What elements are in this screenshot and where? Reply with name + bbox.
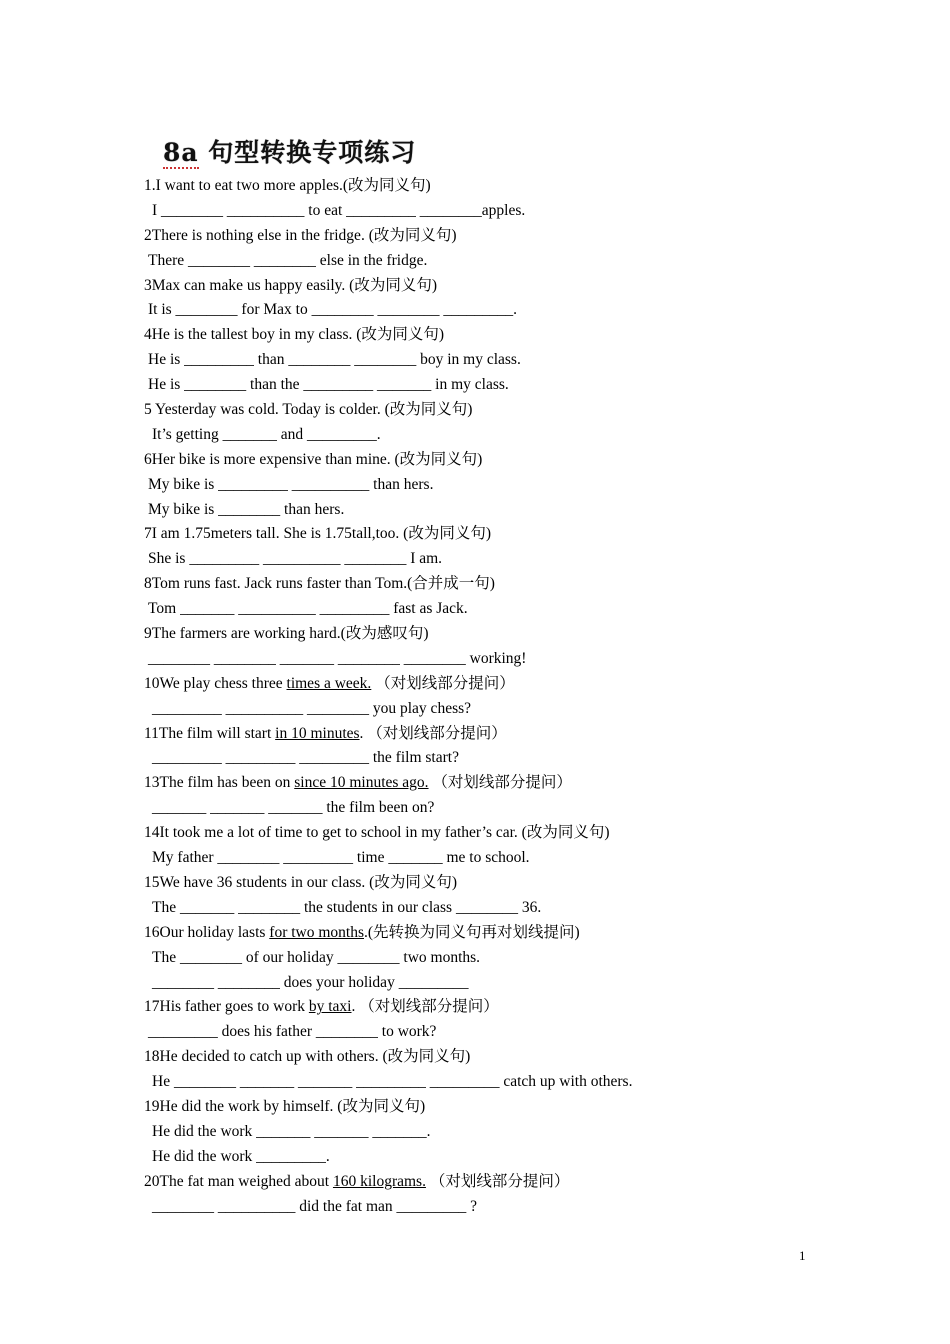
line-text: 17His father goes to work xyxy=(144,998,309,1016)
line-text: _________ _________ _________ the film start? xyxy=(152,749,459,767)
question-line xyxy=(144,174,784,199)
question-line xyxy=(144,771,784,796)
answer-line xyxy=(144,1145,784,1170)
page-title xyxy=(163,133,416,169)
question-line xyxy=(144,323,784,348)
line-text: 13The film has been on xyxy=(144,774,295,792)
line-text: _______ _______ _______ the film been on? xyxy=(152,799,435,817)
line-text: ________ ________ does your holiday _________ xyxy=(152,973,469,991)
question-line xyxy=(144,672,784,697)
question-line xyxy=(144,448,784,473)
line-text: He is _________ than ________ ________ boy in my class. xyxy=(148,351,521,369)
question-line xyxy=(144,1095,784,1120)
question-line xyxy=(144,522,784,547)
line-text: （对划线部分提问） xyxy=(371,674,515,692)
line-text: 9The farmers are working hard.(改为感叹句) xyxy=(144,625,429,643)
question-line xyxy=(144,398,784,423)
title-text: 句型转换专项练习 xyxy=(198,138,417,167)
question-line xyxy=(144,622,784,647)
underlined-phrase: in 10 minutes xyxy=(275,724,360,742)
answer-line xyxy=(144,298,784,323)
line-text: My father ________ _________ time _______ me to school. xyxy=(152,849,530,867)
question-line xyxy=(144,224,784,249)
line-text: 15We have 36 students in our class. (改为同义句) xyxy=(144,873,458,891)
line-text: Tom _______ __________ _________ fast as Jack. xyxy=(148,600,468,618)
line-text: He did the work _________. xyxy=(152,1147,330,1165)
answer-line xyxy=(144,348,784,373)
question-line xyxy=(144,722,784,747)
line-text: 2There is nothing else in the fridge. (改为同义句) xyxy=(144,226,457,244)
answer-line xyxy=(144,373,784,398)
line-text: 8Tom runs fast. Jack runs faster than Tom.(合并成一句) xyxy=(144,575,495,593)
line-text: （对划线部分提问） xyxy=(428,774,572,792)
line-text: My bike is ________ than hers. xyxy=(148,500,345,518)
answer-line xyxy=(144,473,784,498)
title-prefix: 8a xyxy=(163,138,199,167)
answer-line xyxy=(144,846,784,871)
line-text: 16Our holiday lasts xyxy=(144,923,270,941)
line-text: ________ ________ _______ ________ ________ working! xyxy=(148,649,527,667)
question-line xyxy=(144,1045,784,1070)
answer-line xyxy=(144,423,784,448)
line-text: 6Her bike is more expensive than mine. (改为同义句) xyxy=(144,450,483,468)
line-text: I ________ __________ to eat _________ ________apples. xyxy=(152,201,526,219)
line-text: The ________ of our holiday ________ two months. xyxy=(152,948,481,966)
line-text: 19He did the work by himself. (改为同义句) xyxy=(144,1097,426,1115)
line-text: 7I am 1.75meters tall. She is 1.75tall,too. (改为同义句) xyxy=(144,525,491,543)
page-number: 1 xyxy=(799,1248,806,1263)
line-text: The _______ ________ the students in our class ________ 36. xyxy=(152,898,542,916)
answer-line xyxy=(144,896,784,921)
question-line xyxy=(144,821,784,846)
answer-line xyxy=(144,199,784,224)
line-text: 20The fat man weighed about xyxy=(144,1172,333,1190)
line-text: 14It took me a lot of time to get to school in my father’s car. (改为同义句) xyxy=(144,824,610,842)
line-text: （对划线部分提问） xyxy=(425,1172,570,1190)
line-text: He ________ _______ _______ _________ _________ catch up with others. xyxy=(152,1073,633,1091)
line-text: He did the work _______ _______ _______. xyxy=(152,1122,431,1140)
line-text: My bike is _________ __________ than hers. xyxy=(148,475,434,493)
answer-line xyxy=(144,697,784,722)
underlined-phrase: since 10 minutes ago. xyxy=(294,774,429,792)
line-text: 10We play chess three xyxy=(144,674,287,692)
answer-line xyxy=(144,796,784,821)
answer-line xyxy=(144,971,784,996)
answer-line xyxy=(144,547,784,572)
answer-line xyxy=(144,647,784,672)
question-line xyxy=(144,572,784,597)
answer-line xyxy=(144,746,784,771)
question-line xyxy=(144,921,784,946)
question-line xyxy=(144,995,784,1020)
answer-line xyxy=(144,498,784,523)
line-text: He is ________ than the _________ _______ in my class. xyxy=(148,376,509,394)
line-text: 11The film will start xyxy=(144,724,276,742)
underlined-phrase: for two months xyxy=(269,923,364,941)
line-text: She is _________ __________ ________ I am. xyxy=(148,550,443,568)
answer-line xyxy=(144,1020,784,1045)
exercise-list xyxy=(144,174,784,1219)
line-text: _________ __________ ________ you play chess? xyxy=(152,699,472,717)
line-text: _________ does his father ________ to work? xyxy=(148,1023,437,1041)
line-text: 18He decided to catch up with others. (改为同义句) xyxy=(144,1048,471,1066)
line-text: .(先转换为同义句再对划线提问) xyxy=(364,923,580,941)
line-text: 1.I want to eat two more apples.(改为同义句) xyxy=(144,177,431,194)
line-text: . （对划线部分提问） xyxy=(359,724,507,742)
line-text: There ________ ________ else in the fridge. xyxy=(148,251,428,269)
line-text: 3Max can make us happy easily. (改为同义句) xyxy=(144,276,437,294)
answer-line xyxy=(144,597,784,622)
question-line xyxy=(144,1170,784,1195)
line-text: . （对划线部分提问） xyxy=(351,998,499,1016)
underlined-phrase: times a week. xyxy=(286,674,372,692)
line-text: 4He is the tallest boy in my class. (改为同义句) xyxy=(144,326,445,344)
question-line xyxy=(144,274,784,299)
line-text: It’s getting _______ and _________. xyxy=(152,425,381,443)
underlined-phrase: 160 kilograms. xyxy=(332,1172,426,1190)
line-text: 5 Yesterday was cold. Today is colder. (改为同义句) xyxy=(144,401,473,419)
answer-line xyxy=(144,1120,784,1145)
underlined-phrase: by taxi xyxy=(308,998,352,1016)
answer-line xyxy=(144,1070,784,1095)
question-line xyxy=(144,871,784,896)
answer-line xyxy=(144,946,784,971)
line-text: ________ __________ did the fat man _________ ? xyxy=(152,1197,478,1215)
line-text: It is ________ for Max to ________ ________ _________. xyxy=(148,301,517,319)
answer-line xyxy=(144,249,784,274)
answer-line xyxy=(144,1195,784,1220)
